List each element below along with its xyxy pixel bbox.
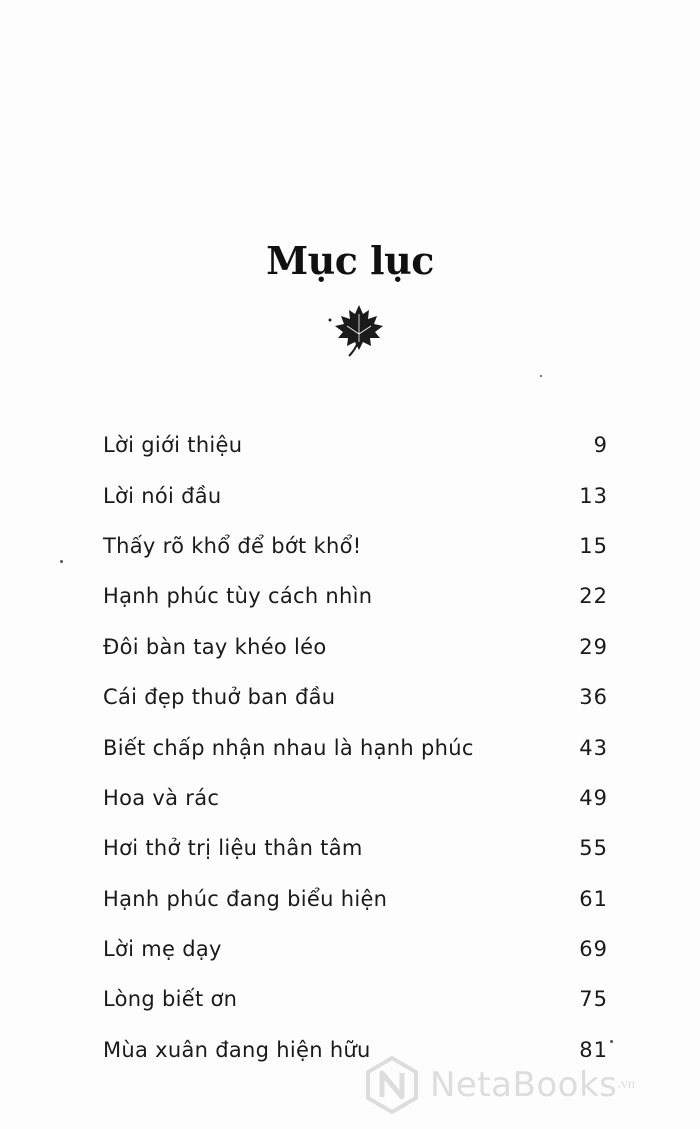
toc-entry[interactable]: [103, 722, 608, 772]
toc-entry-title: Lời mẹ dạy: [103, 937, 222, 962]
watermark-suffix: .vn: [617, 1077, 635, 1092]
toc-entry-page: 61: [579, 886, 608, 911]
paper-speck: [540, 375, 542, 377]
toc-entry-page: 13: [579, 483, 608, 508]
toc-entry-page: 49: [579, 785, 608, 810]
page-title: Mục lục: [266, 238, 434, 283]
toc-entry-page: 43: [579, 735, 608, 760]
toc-entry-page: 81: [579, 1037, 608, 1062]
toc-entry[interactable]: [103, 420, 608, 470]
toc-entry[interactable]: [103, 974, 608, 1024]
toc-entry-title: Hoa và rác: [103, 785, 220, 810]
maple-leaf-icon: [325, 302, 389, 358]
paper-speck: [610, 1040, 613, 1043]
toc-entry-page: 9: [593, 433, 608, 458]
toc-entry-title: Lời giới thiệu: [103, 433, 243, 458]
toc-entry-title: Biết chấp nhận nhau là hạnh phúc: [103, 735, 474, 760]
toc-entry[interactable]: [103, 622, 608, 672]
toc-entry-title: Cái đẹp thuở ban đầu: [103, 685, 336, 710]
toc-entry-title: Đôi bàn tay khéo léo: [103, 634, 327, 659]
netabooks-watermark: [362, 1050, 692, 1120]
toc-entry-page: 36: [579, 685, 608, 710]
toc-entry-title: Hạnh phúc tùy cách nhìn: [103, 584, 373, 609]
toc-entry-title: Lòng biết ơn: [103, 987, 238, 1012]
toc-entry[interactable]: [103, 672, 608, 722]
toc-entry-page: 29: [579, 634, 608, 659]
toc-entry[interactable]: [103, 823, 608, 873]
toc-entry-page: 15: [579, 533, 608, 558]
toc-entry[interactable]: [103, 924, 608, 974]
toc-entry-page: 55: [579, 836, 608, 861]
toc-entry[interactable]: [103, 773, 608, 823]
toc-entry[interactable]: [103, 874, 608, 924]
toc-entry[interactable]: [103, 521, 608, 571]
toc-entry[interactable]: [103, 470, 608, 520]
netabooks-logo-icon: [362, 1055, 422, 1115]
toc-entry-page: 69: [579, 937, 608, 962]
table-of-contents: [103, 420, 608, 1075]
toc-entry-page: 75: [579, 987, 608, 1012]
toc-entry-title: Hơi thở trị liệu thân tâm: [103, 836, 363, 861]
toc-entry-title: Mùa xuân đang hiện hữu: [103, 1037, 371, 1062]
toc-entry-title: Thấy rõ khổ để bớt khổ!: [103, 533, 362, 558]
toc-entry[interactable]: [103, 571, 608, 621]
toc-entry-page: 22: [579, 584, 608, 609]
watermark-name: NetaBooks: [430, 1065, 618, 1105]
toc-entry-title: Lời nói đầu: [103, 483, 222, 508]
toc-entry-title: Hạnh phúc đang biểu hiện: [103, 886, 388, 911]
paper-speck: [60, 560, 63, 563]
